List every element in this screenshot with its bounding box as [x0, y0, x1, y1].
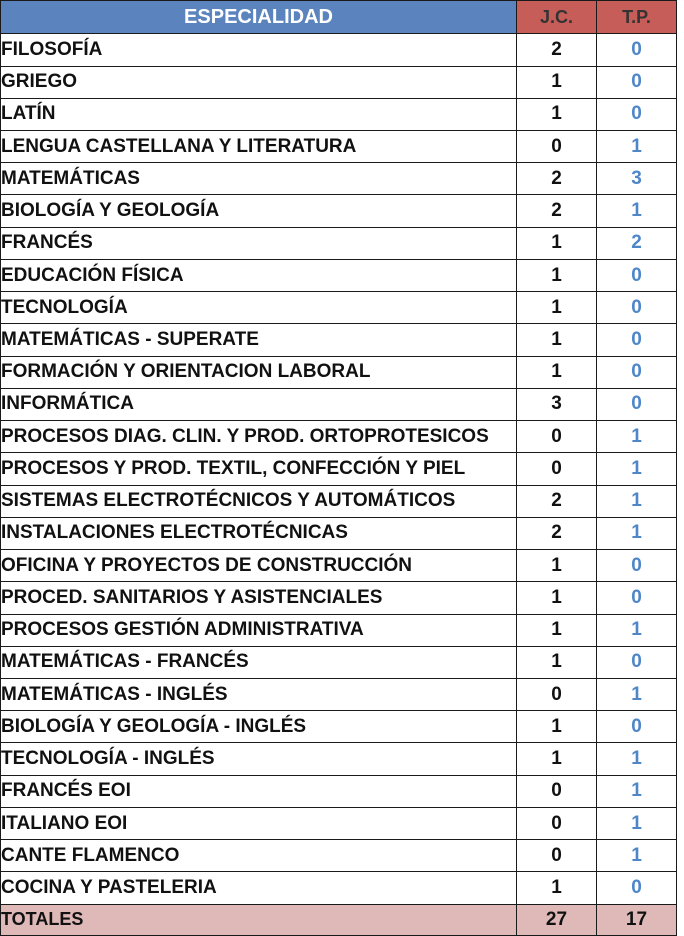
jc-count-cell[interactable]: 1 [517, 582, 597, 614]
spacer-cell [677, 711, 684, 743]
table-row [1, 485, 684, 517]
jc-count-cell[interactable]: 0 [517, 130, 597, 162]
spacer-cell [677, 453, 684, 485]
specialty-name-cell[interactable]: BIOLOGÍA Y GEOLOGÍA - INGLÉS [1, 711, 517, 743]
table-row [1, 34, 684, 66]
table-row [1, 130, 684, 162]
jc-count-cell[interactable]: 0 [517, 678, 597, 710]
spacer-cell [677, 840, 684, 872]
tp-count-cell[interactable]: 1 [597, 453, 677, 485]
specialty-name-cell[interactable]: INFORMÁTICA [1, 388, 517, 420]
tp-count-cell[interactable]: 1 [597, 517, 677, 549]
tp-count-cell[interactable]: 0 [597, 259, 677, 291]
tp-count-cell[interactable]: 0 [597, 711, 677, 743]
jc-count-cell[interactable]: 1 [517, 324, 597, 356]
spacer-cell [677, 421, 684, 453]
spacer-cell [677, 195, 684, 227]
jc-count-cell[interactable]: 1 [517, 259, 597, 291]
spacer-cell [677, 550, 684, 582]
tp-count-cell[interactable]: 0 [597, 550, 677, 582]
table-row [1, 195, 684, 227]
table-row [1, 517, 684, 549]
table-row [1, 775, 684, 807]
jc-count-cell[interactable]: 1 [517, 743, 597, 775]
totals-row [1, 904, 684, 935]
spacer-cell [677, 646, 684, 678]
tp-count-cell[interactable]: 1 [597, 807, 677, 839]
table-row [1, 453, 684, 485]
spacer-cell [677, 388, 684, 420]
spacer-cell [677, 66, 684, 98]
spacer-cell [677, 130, 684, 162]
tp-count-cell[interactable]: 1 [597, 775, 677, 807]
specialty-name-cell[interactable]: LENGUA CASTELLANA Y LITERATURA [1, 130, 517, 162]
specialty-name-cell[interactable]: INSTALACIONES ELECTROTÉCNICAS [1, 517, 517, 549]
specialty-name-cell[interactable]: OFICINA Y PROYECTOS DE CONSTRUCCIÓN [1, 550, 517, 582]
specialty-name-cell[interactable]: BIOLOGÍA Y GEOLOGÍA [1, 195, 517, 227]
header-especialidad[interactable]: ESPECIALIDAD [1, 1, 517, 34]
specialty-name-cell[interactable]: FORMACIÓN Y ORIENTACION LABORAL [1, 356, 517, 388]
table-row [1, 646, 684, 678]
table-row [1, 227, 684, 259]
specialty-name-cell[interactable]: ITALIANO EOI [1, 807, 517, 839]
spacer-cell [677, 34, 684, 66]
tp-count-cell[interactable]: 1 [597, 130, 677, 162]
spacer-cell [677, 678, 684, 710]
table-row [1, 388, 684, 420]
spacer-cell [677, 904, 684, 935]
table-row [1, 292, 684, 324]
jc-count-cell[interactable]: 2 [517, 517, 597, 549]
spacer-cell [677, 163, 684, 195]
table-row [1, 840, 684, 872]
spacer-cell [677, 292, 684, 324]
jc-count-cell[interactable]: 2 [517, 485, 597, 517]
specialty-name-cell[interactable]: FRANCÉS [1, 227, 517, 259]
jc-count-cell[interactable]: 1 [517, 872, 597, 904]
tp-count-cell[interactable]: 0 [597, 872, 677, 904]
tp-count-cell[interactable]: 0 [597, 324, 677, 356]
tp-count-cell[interactable]: 1 [597, 614, 677, 646]
tp-count-cell[interactable]: 0 [597, 582, 677, 614]
spacer-cell [677, 485, 684, 517]
tp-count-cell[interactable]: 0 [597, 292, 677, 324]
table-row [1, 356, 684, 388]
table-row [1, 678, 684, 710]
spacer-cell [677, 356, 684, 388]
tp-count-cell[interactable]: 0 [597, 66, 677, 98]
specialty-name-cell[interactable]: PROCESOS GESTIÓN ADMINISTRATIVA [1, 614, 517, 646]
table-row [1, 550, 684, 582]
spacer-cell [677, 259, 684, 291]
totals-jc[interactable]: 27 [517, 904, 597, 935]
spacer-cell [677, 775, 684, 807]
specialty-name-cell[interactable]: GRIEGO [1, 66, 517, 98]
specialty-name-cell[interactable]: PROCESOS Y PROD. TEXTIL, CONFECCIÓN Y PIEL [1, 453, 517, 485]
table-row [1, 582, 684, 614]
table-row [1, 259, 684, 291]
tp-count-cell[interactable]: 1 [597, 743, 677, 775]
table-row [1, 872, 684, 904]
jc-count-cell[interactable]: 3 [517, 388, 597, 420]
tp-count-cell[interactable]: 3 [597, 163, 677, 195]
tp-count-cell[interactable]: 1 [597, 840, 677, 872]
table-row [1, 66, 684, 98]
jc-count-cell[interactable]: 1 [517, 614, 597, 646]
spacer-cell [677, 872, 684, 904]
table-row [1, 614, 684, 646]
spacer-cell [677, 98, 684, 130]
specialty-name-cell[interactable]: MATEMÁTICAS - SUPERATE [1, 324, 517, 356]
table-row [1, 743, 684, 775]
totals-tp[interactable]: 17 [597, 904, 677, 935]
specialty-name-cell[interactable]: FILOSOFÍA [1, 34, 517, 66]
jc-count-cell[interactable]: 1 [517, 550, 597, 582]
tp-count-cell[interactable]: 0 [597, 646, 677, 678]
tp-count-cell[interactable]: 1 [597, 195, 677, 227]
jc-count-cell[interactable]: 1 [517, 292, 597, 324]
specialty-name-cell[interactable]: PROCESOS DIAG. CLIN. Y PROD. ORTOPROTESICOS [1, 421, 517, 453]
tp-count-cell[interactable]: 2 [597, 227, 677, 259]
jc-count-cell[interactable]: 0 [517, 421, 597, 453]
jc-count-cell[interactable]: 0 [517, 453, 597, 485]
jc-count-cell[interactable]: 0 [517, 840, 597, 872]
table-row [1, 421, 684, 453]
header-row [1, 1, 684, 34]
specialty-name-cell[interactable]: PROCED. SANITARIOS Y ASISTENCIALES [1, 582, 517, 614]
table-row [1, 163, 684, 195]
spacer-cell [677, 582, 684, 614]
specialty-name-cell[interactable]: EDUCACIÓN FÍSICA [1, 259, 517, 291]
jc-count-cell[interactable]: 0 [517, 807, 597, 839]
spacer-cell [677, 743, 684, 775]
specialty-name-cell[interactable]: SISTEMAS ELECTROTÉCNICOS Y AUTOMÁTICOS [1, 485, 517, 517]
table-row [1, 324, 684, 356]
specialty-name-cell[interactable]: LATÍN [1, 98, 517, 130]
spacer-cell [677, 807, 684, 839]
spacer-cell [677, 517, 684, 549]
spacer-cell [677, 614, 684, 646]
specialty-name-cell[interactable]: CANTE FLAMENCO [1, 840, 517, 872]
specialty-name-cell[interactable]: MATEMÁTICAS - INGLÉS [1, 678, 517, 710]
spacer-cell [677, 1, 684, 34]
tp-count-cell[interactable]: 1 [597, 485, 677, 517]
specialty-name-cell[interactable]: MATEMÁTICAS - FRANCÉS [1, 646, 517, 678]
jc-count-cell[interactable]: 1 [517, 711, 597, 743]
specialty-name-cell[interactable]: COCINA Y PASTELERIA [1, 872, 517, 904]
tp-count-cell[interactable]: 0 [597, 388, 677, 420]
table-row [1, 807, 684, 839]
jc-count-cell[interactable]: 2 [517, 195, 597, 227]
specialty-name-cell[interactable]: FRANCÉS EOI [1, 775, 517, 807]
totals-label[interactable]: TOTALES [1, 904, 517, 935]
spacer-cell [677, 324, 684, 356]
jc-count-cell[interactable]: 0 [517, 775, 597, 807]
tp-count-cell[interactable]: 0 [597, 98, 677, 130]
jc-count-cell[interactable]: 1 [517, 227, 597, 259]
jc-count-cell[interactable]: 1 [517, 646, 597, 678]
jc-count-cell[interactable]: 2 [517, 163, 597, 195]
jc-count-cell[interactable]: 2 [517, 34, 597, 66]
header-jc[interactable]: J.C. [517, 1, 597, 34]
specialty-name-cell[interactable]: TECNOLOGÍA - INGLÉS [1, 743, 517, 775]
jc-count-cell[interactable]: 1 [517, 66, 597, 98]
tp-count-cell[interactable]: 0 [597, 34, 677, 66]
spacer-cell [677, 227, 684, 259]
jc-count-cell[interactable]: 1 [517, 98, 597, 130]
tp-count-cell[interactable]: 0 [597, 356, 677, 388]
specialty-name-cell[interactable]: MATEMÁTICAS [1, 163, 517, 195]
specialty-name-cell[interactable]: TECNOLOGÍA [1, 292, 517, 324]
header-tp[interactable]: T.P. [597, 1, 677, 34]
jc-count-cell[interactable]: 1 [517, 356, 597, 388]
table-row [1, 98, 684, 130]
tp-count-cell[interactable]: 1 [597, 421, 677, 453]
tp-count-cell[interactable]: 1 [597, 678, 677, 710]
table-row [1, 711, 684, 743]
